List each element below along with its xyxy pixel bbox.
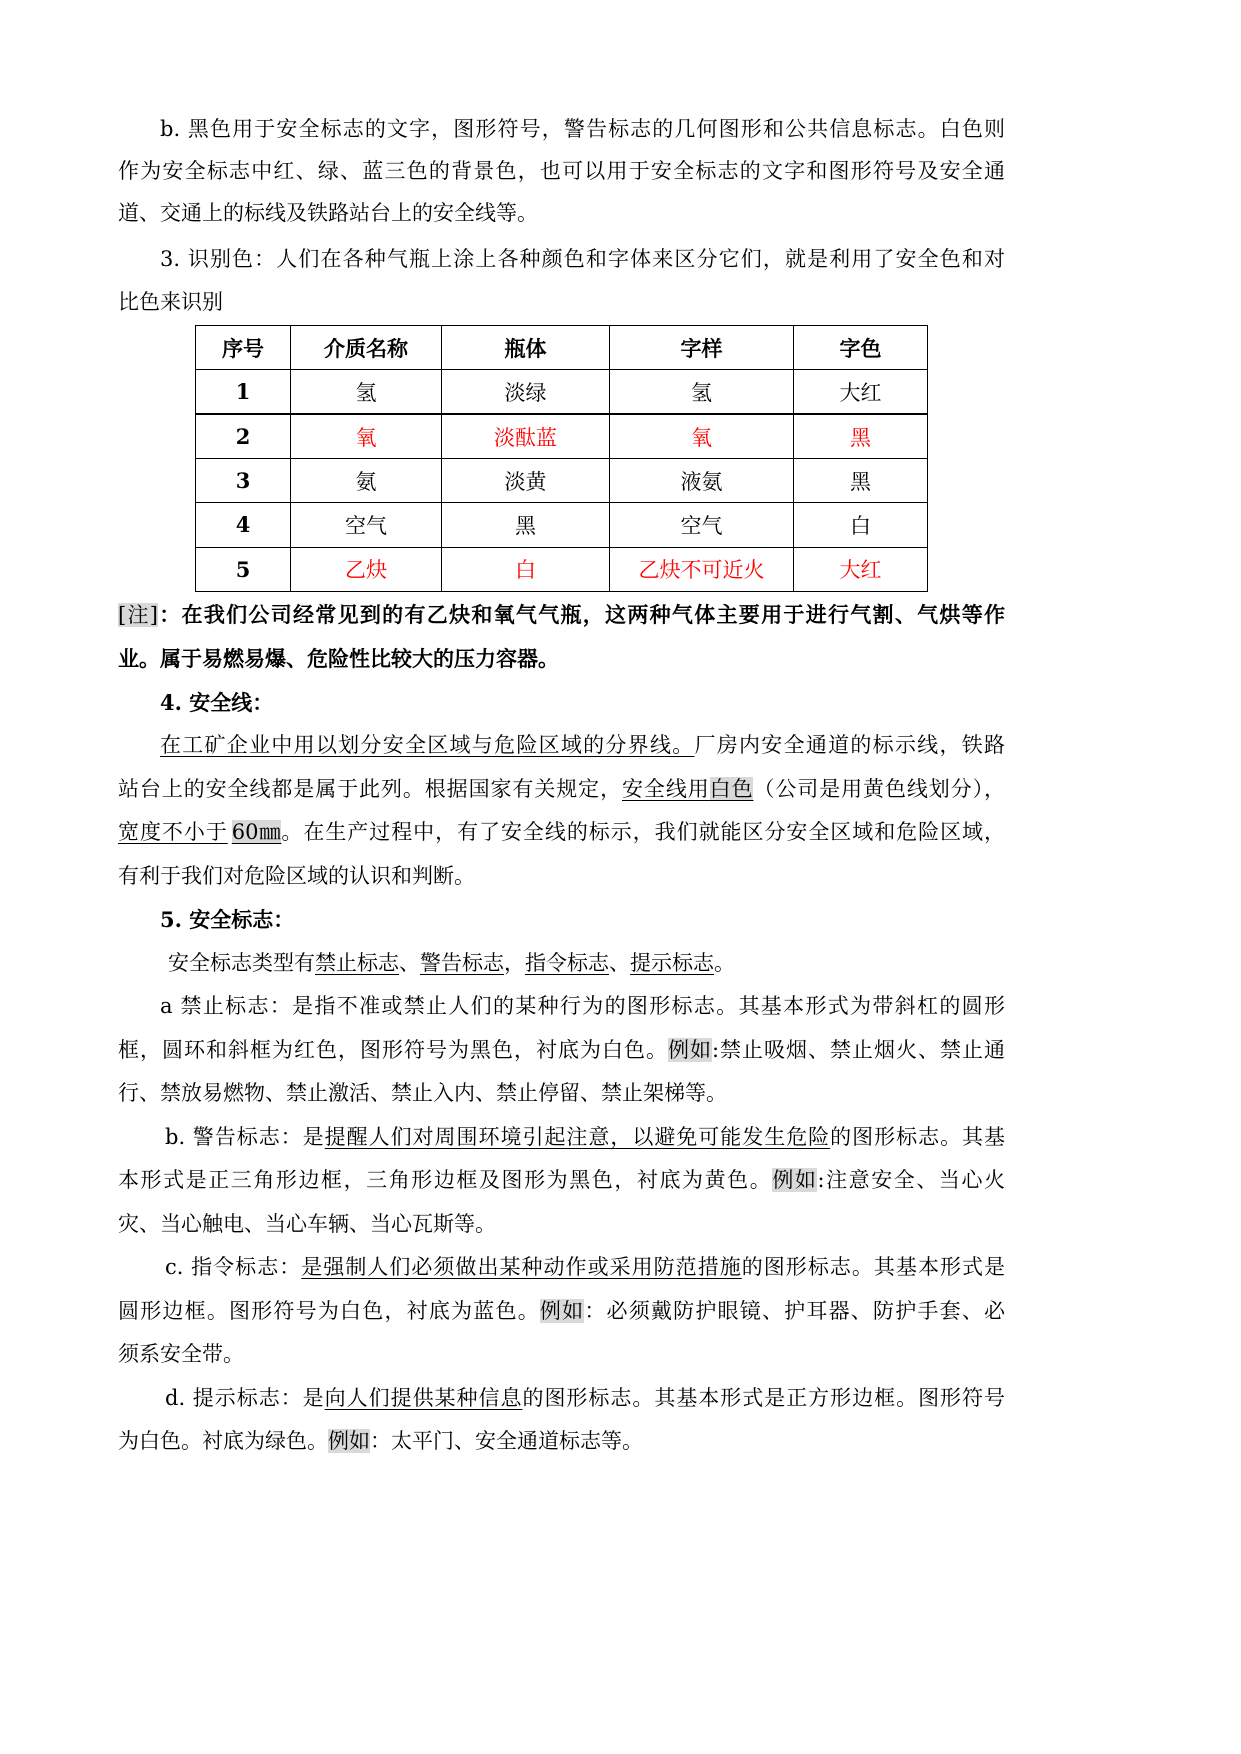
text-line: 行、禁放易燃物、禁止激活、禁止入内、禁止停留、禁止架梯等。 xyxy=(118,1081,727,1106)
text-run: ， xyxy=(504,950,525,975)
highlighted-text: 例如 xyxy=(328,1428,370,1453)
table-cell: 3 xyxy=(196,458,291,502)
gas-cylinder-table xyxy=(195,325,928,592)
text-run: 安全标志类型有 xyxy=(168,950,315,975)
section-heading-safety-line: 4. 安全线： xyxy=(160,690,274,715)
text-run: 框，圆环和斜框为红色，图形符号为黑色，衬底为白色。 xyxy=(118,1037,668,1062)
table-cell: 2 xyxy=(196,414,291,458)
table-cell: 氨 xyxy=(291,458,442,502)
text-line: 灾、当心触电、当心车辆、当心瓦斯等。 xyxy=(118,1211,496,1236)
text-line xyxy=(118,1377,1005,1420)
text-run: :禁止吸烟、禁止烟火、禁止通 xyxy=(711,1037,1005,1062)
table-header-cell: 瓶体 xyxy=(442,326,610,370)
text-line: 有利于我们对危险区域的认识和判断。 xyxy=(118,863,475,888)
text-run: :注意安全、当心火 xyxy=(817,1168,1005,1193)
highlighted-text: 白色 xyxy=(709,776,754,801)
paragraph-black-color xyxy=(118,108,1005,234)
table-cell: 白 xyxy=(794,503,928,547)
highlighted-text: 例如 xyxy=(539,1298,585,1323)
table-cell: 氢 xyxy=(291,370,442,414)
table-cell: 白 xyxy=(442,547,610,591)
table-cell: 淡酞蓝 xyxy=(442,414,610,458)
text-run: 、 xyxy=(609,950,630,975)
highlighted-text: 例如 xyxy=(772,1168,818,1193)
text-line xyxy=(118,593,1005,637)
underlined-text: 宽度不小于 xyxy=(118,820,228,845)
table-header-cell: 介质名称 xyxy=(291,326,442,370)
table-row xyxy=(196,503,928,547)
table-cell: 4 xyxy=(196,503,291,547)
text-run: b. 警告标志：是 xyxy=(165,1124,325,1149)
table-cell: 大红 xyxy=(794,370,928,414)
text-run: 的图形标志。其基 xyxy=(830,1124,1005,1149)
table-cell: 氧 xyxy=(610,414,794,458)
note-paragraph xyxy=(118,593,1005,680)
table-header-row xyxy=(196,326,928,370)
underlined-text: 是强制人们必须做出某种动作或采用防范措施 xyxy=(301,1255,742,1280)
table-cell: 空气 xyxy=(291,503,442,547)
text-line xyxy=(118,768,1005,811)
table-row xyxy=(196,458,928,502)
underlined-text: 向人们提供某种信息 xyxy=(324,1385,523,1410)
table-cell: 5 xyxy=(196,547,291,591)
text-run: 的图形标志。其基本形式是正方形边框。图形符号 xyxy=(522,1385,1005,1410)
underlined-text: 禁止标志 xyxy=(315,950,399,975)
text-line: a 禁止标志：是指不准或禁止人们的某种行为的图形标志。其基本形式为带斜杠的圆形 xyxy=(160,994,1005,1019)
text-run: d. 提示标志：是 xyxy=(165,1385,325,1410)
text-line xyxy=(118,811,1005,854)
table-cell: 乙炔 xyxy=(291,547,442,591)
text-run: ：在我们公司经常见到的有乙炔和氧气气瓶，这两种气体主要用于进行气割、气烘等作 xyxy=(157,602,1005,627)
table-row xyxy=(196,414,928,458)
text-run: ：必须戴防护眼镜、护耳器、防护手套、必 xyxy=(584,1298,1005,1323)
note-label: [注] xyxy=(118,603,158,627)
underlined-text: 在工矿企业中用以划分安全区域与危险区域的分界线。 xyxy=(160,733,695,758)
highlighted-text: 例如 xyxy=(667,1037,712,1062)
text-run: 。 xyxy=(714,950,735,975)
text-run: 、 xyxy=(399,950,420,975)
safety-sections xyxy=(118,681,1005,1463)
text-line xyxy=(118,1029,1005,1072)
text-run: c. 指令标志： xyxy=(165,1255,302,1280)
table-header-cell: 字色 xyxy=(794,326,928,370)
table-cell: 空气 xyxy=(610,503,794,547)
table-header-cell: 序号 xyxy=(196,326,291,370)
table-cell: 淡黄 xyxy=(442,458,610,502)
table-row xyxy=(196,547,928,591)
text-line: 业。属于易燃易爆、危险性比较大的压力容器。 xyxy=(118,645,559,671)
table-row xyxy=(196,370,928,414)
text-line: 须系安全带。 xyxy=(118,1342,244,1367)
text-run: 的图形标志。其基本形式是 xyxy=(741,1255,1005,1280)
underlined-text: 提示标志 xyxy=(630,950,714,975)
text-line: 3. 识别色：人们在各种气瓶上涂上各种颜色和字体来区分它们，就是利用了安全色和对 xyxy=(160,247,1005,271)
table-cell: 黑 xyxy=(442,503,610,547)
table-cell: 大红 xyxy=(794,547,928,591)
underlined-text: 警告标志 xyxy=(420,950,504,975)
text-run: 站台上的安全线都是属于此列。根据国家有关规定， xyxy=(118,776,622,801)
text-line xyxy=(118,1159,1005,1202)
table-cell: 黑 xyxy=(794,458,928,502)
text-line xyxy=(118,942,1005,985)
text-line xyxy=(118,1290,1005,1333)
table-cell: 1 xyxy=(196,370,291,414)
underlined-text: 提醒人们对周围环境引起注意，以避免可能发生危险 xyxy=(324,1124,831,1149)
underlined-text: 指令标志 xyxy=(525,950,609,975)
paragraph-identification-color xyxy=(118,238,1005,324)
text-line xyxy=(118,724,1005,767)
table-header-cell: 字样 xyxy=(610,326,794,370)
text-run: 。在生产过程中，有了安全线的标示，我们就能区分安全区域和危险区域， xyxy=(281,820,1005,845)
text-line xyxy=(118,1246,1005,1289)
underlined-text: 安全线用 xyxy=(622,776,710,801)
section-heading-safety-signs: 5. 安全标志： xyxy=(160,907,295,933)
text-run: 本形式是正三角形边框，三角形边框及图形为黑色，衬底为黄色。 xyxy=(118,1168,773,1193)
text-line: b. 黑色用于安全标志的文字，图形符号，警告标志的几何图形和公共信息标志。白色则 xyxy=(160,117,1005,141)
table-cell: 淡绿 xyxy=(442,370,610,414)
text-line: 道、交通上的标线及铁路站台上的安全线等。 xyxy=(118,201,538,225)
table-cell: 液氨 xyxy=(610,458,794,502)
text-run: ：太平门、安全通道标志等。 xyxy=(370,1428,643,1453)
text-line: 作为安全标志中红、绿、蓝三色的背景色，也可以用于安全标志的文字和图形符号及安全通 xyxy=(118,159,1005,183)
table-cell: 氢 xyxy=(610,370,794,414)
text-line xyxy=(118,1116,1005,1159)
text-run: 厂房内安全通道的标示线，铁路 xyxy=(694,733,1005,758)
highlighted-text: 60㎜ xyxy=(231,820,282,845)
text-line xyxy=(118,1420,1005,1463)
text-run: 为白色。衬底为绿色。 xyxy=(118,1428,328,1453)
table-cell: 黑 xyxy=(794,414,928,458)
text-run: 圆形边框。图形符号为白色，衬底为蓝色。 xyxy=(118,1298,540,1323)
text-run: （公司是用黄色线划分）， xyxy=(753,776,1005,801)
text-line: 比色来识别 xyxy=(118,290,223,314)
table-cell: 乙炔不可近火 xyxy=(610,547,794,591)
table-cell: 氧 xyxy=(291,414,442,458)
